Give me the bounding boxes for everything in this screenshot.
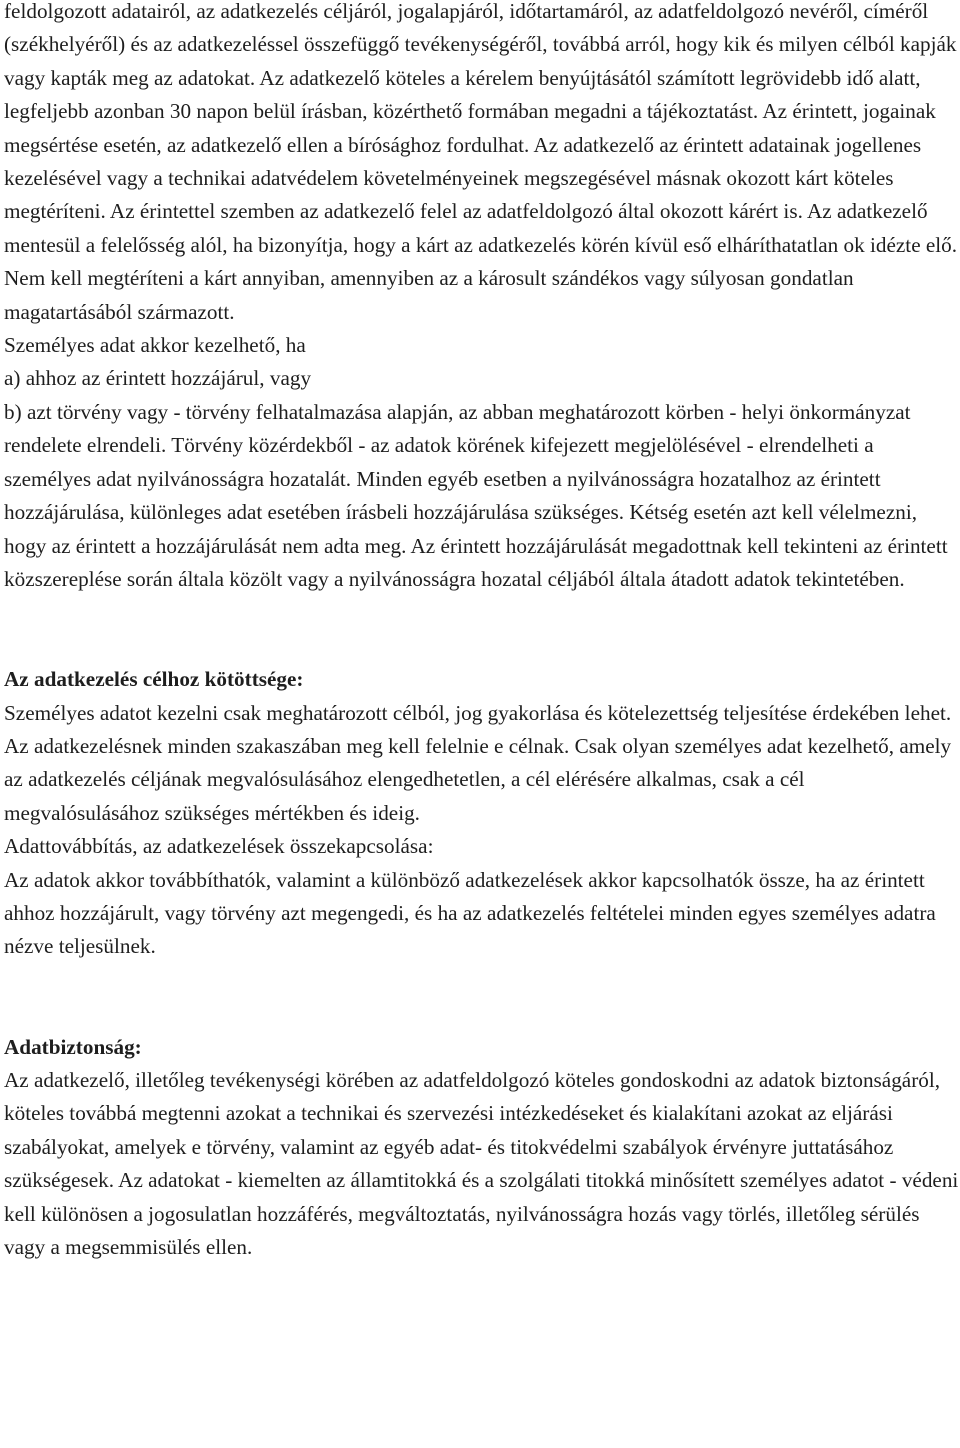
paragraph-data-transfer: Az adatok akkor továbbíthatók, valamint a különböző adatkezelések akkor kapcsolhatók össze, ha az érintett ahhoz hozzájárult, vagy törvény azt megengedi, és ha az adatkezelés feltételei minden egyes személyes adatra nézve teljesülnek. <box>4 867 936 959</box>
document-page <box>4 0 960 1264</box>
paragraph-data-subject-rights: feldolgozott adatairól, az adatkezelés céljáról, jogalapjáról, időtartamáról, az adatfeldolgozó nevéről, címéről (székhelyéről) és az adatkezeléssel összefüggő tevékenységéről, továbbá arról, hogy kik és milyen célból kapják vagy kapták meg az adatokat. Az adatkezelő köteles a kérelem benyújtásától számított legrövidebb idő alatt, legfeljebb azonban 30 napon belül írásban, közérthető formában megadni a tájékoztatást. Az érintett, jogainak megsértése esetén, az adatkezelő ellen a bírósághoz fordulhat. Az adatkezelő az érintett adatainak jogellenes kezelésével vagy a technikai adatvédelem követelményeinek megszegésével másnak okozott kárt köteles megtéríteni. Az érintettel szemben az adatkezelő felel az adatfeldolgozó által okozott kárért is. Az adatkezelő mentesül a felelősség alól, ha bizonyítja, hogy a kárt az adatkezelés körén kívül eső elháríthatatlan ok idézte elő. Nem kell megtéríteni a kárt annyiban, amennyiben az a károsult szándékos vagy súlyosan gondatlan magatartásából származott. <box>4 0 958 324</box>
paragraph-data-security: Az adatkezelő, illetőleg tevékenységi körében az adatfeldolgozó köteles gondoskodni az adatok biztonságáról, köteles továbbá megtenni azokat a technikai és szervezési intézkedéseket és kialakítani azokat az eljárási szabályokat, amelyek e törvény, valamint az egyéb adat- és titokvédelmi szabályok érvényre juttatásához szükségesek. Az adatokat - kiemelten az államtitokká és a szolgálati titokká minősített személyes adatot - védeni kell különösen a jogosulatlan hozzáférés, megváltoztatás, nyilvánosságra hozás vagy törlés, illetőleg sérülés vagy a megsemmisülés ellen. <box>4 1067 959 1259</box>
list-item-consent: a) ahhoz az érintett hozzájárul, vagy <box>4 366 312 391</box>
section-spacer <box>4 596 960 663</box>
subheading-data-transfer: Adattovábbítás, az adatkezelések összekapcsolása: <box>4 834 434 859</box>
section-heading-data-security: Adatbiztonság: <box>4 1034 142 1059</box>
section-spacer <box>4 964 960 1031</box>
list-item-law-ordered: b) azt törvény vagy - törvény felhatalmazása alapján, az abban meghatározott körben - helyi önkormányzat rendelete elrendeli. Törvény közérdekből - az adatok körének kifejezett megjelölésével - elrendelheti a személyes adat nyilvánosságra hozatalát. Minden egyéb esetben a nyilvánosságra hozatalhoz az érintett hozzájárulása, különleges adat esetében írásbeli hozzájárulása szükséges. Kétség esetén azt kell vélelmezni, hogy az érintett a hozzájárulását nem adta meg. Az érintett hozzájárulását megadottnak kell tekinteni az érintett közszereplése során általa közölt vagy a nyilvánosságra hozatal céljából általa átadott adatok tekintetében. <box>4 399 948 591</box>
section-heading-purpose-limitation: Az adatkezelés célhoz kötöttsége: <box>4 667 304 692</box>
paragraph-lawful-processing-intro: Személyes adat akkor kezelhető, ha <box>4 333 306 358</box>
paragraph-purpose-limitation: Személyes adatot kezelni csak meghatározott célból, jog gyakorlása és kötelezettség teljesítése érdekében lehet. Az adatkezelésnek minden szakaszában meg kell felelnie e célnak. Csak olyan személyes adat kezelhető, amely az adatkezelés céljának megvalósulásához elengedhetetlen, a cél elérésére alkalmas, csak a cél megvalósulásához szükséges mértékben és ideig. <box>4 700 952 825</box>
